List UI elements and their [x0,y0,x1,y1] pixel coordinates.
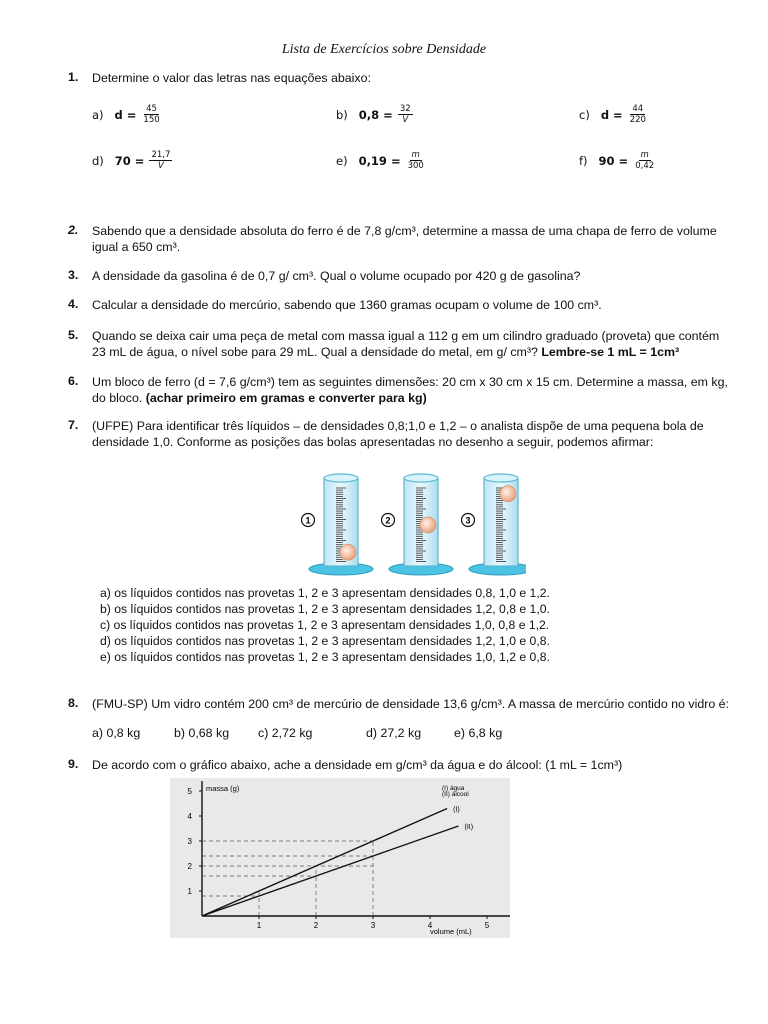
q9-number: 9. [68,757,79,771]
equation-lhs: 0,19 = [358,153,401,168]
denominator: V [158,161,164,171]
q5-number: 5. [68,328,79,342]
chart-background [170,778,510,938]
denominator: 300 [407,161,424,171]
q9-text: De acordo com o gráfico abaixo, ache a densidade em g/cm³ da água e do álcool: (1 mL = 1cm³) [92,758,623,772]
fraction [406,150,426,171]
q7-option: d) os líquidos contidos nas provetas 1, 2 e 3 apresentam densidades 1,2, 1,0 e 0,8. [100,634,550,648]
y-tick-label: 1 [187,887,192,896]
equation-label: e) [336,153,348,168]
q1-number: 1. [68,70,79,84]
q5-bold-note: Lembre-se 1 mL = 1cm³ [541,345,680,359]
cylinder-3 [462,474,527,575]
q8-option: d) 27,2 kg [366,726,422,740]
equation-lhs: 70 = [114,153,145,168]
denominator: 0,42 [635,161,655,171]
ball [420,517,436,533]
equation-e [336,150,426,171]
x-tick-label: 3 [370,921,376,930]
q7-text: (UFPE) Para identificar três líquidos – de densidades 0,8;1,0 e 1,2 – o analista dispõe de uma pequena bola de densidade 1,0. Conforme as posições das bolas apresentadas no desenho a seguir, podemos afirmar: [92,419,704,449]
equation-label: a) [92,107,104,122]
q8-option: b) 0,68 kg [174,726,230,740]
x-axis-label: volume (mL) [430,927,472,936]
q7-option: e) os líquidos contidos nas provetas 1, 2 e 3 apresentam densidades 1,0, 1,2 e 0,8. [100,650,550,664]
q3-text: A densidade da gasolina é de 0,7 g/ cm³. Qual o volume ocupado por 420 g de gasolina? [92,269,581,283]
equation-label: b) [336,107,348,122]
cylinder-rim [404,474,438,482]
equation-label: d) [92,153,104,168]
q8-option: a) 0,8 kg [92,726,141,740]
cylinder-1 [302,474,374,575]
q8-number: 8. [68,696,79,710]
equation-c [579,104,648,125]
y-tick-label: 2 [187,862,192,871]
x-tick-label: 1 [256,921,262,930]
legend-entry: (II) álcool [442,791,469,798]
q7-option: a) os líquidos contidos nas provetas 1, 2 e 3 apresentam densidades 0,8, 1,0 e 1,2. [100,586,550,600]
equation-lhs: d = [114,107,137,122]
legend-entry: (I) água [442,785,465,792]
equation-lhs: 90 = [598,153,629,168]
q7-number: 7. [68,418,79,432]
denominator: 150 [143,115,160,125]
q5-paragraph [92,328,732,360]
equation-f [579,150,656,171]
series-label: (I) [453,806,460,814]
graduated-cylinders-figure [296,468,526,580]
mass-volume-chart [170,778,510,938]
cylinder-rim [484,474,518,482]
cylinder-number: 3 [465,515,471,526]
q7-option: b) os líquidos contidos nas provetas 1, 2 e 3 apresentam densidades 1,2, 0,8 e 1,0. [100,602,550,616]
x-tick-label: 2 [313,921,319,930]
fraction [633,150,656,171]
q6-bold-note: (achar primeiro em gramas e converter para kg) [145,391,427,405]
q5-text: Quando se deixa cair uma peça de metal com massa igual a 112 g em um cilindro graduado (proveta) que contém 23 mL de água, o nível sobe para 29 mL. Qual a densidade do metal, em g/ cm³? [92,329,720,359]
numerator: 45 [146,104,157,114]
ball [340,544,356,560]
numerator: 32 [399,104,411,114]
q4-text: Calcular a densidade do mercúrio, sabendo que 1360 gramas ocupam o volume de 100 cm³. [92,298,602,312]
ball [500,486,516,502]
q8-option: c) 2,72 kg [258,726,313,740]
numerator: m [640,150,649,160]
numerator: 44 [632,104,644,114]
denominator: 220 [629,115,646,125]
q6-number: 6. [68,374,79,388]
x-tick-label: 5 [484,921,490,930]
fraction [628,104,648,125]
y-tick-label: 3 [187,837,192,846]
y-axis-label: massa (g) [206,784,240,793]
numerator: 21,7 [151,150,171,160]
q6-text: Um bloco de ferro (d = 7,6 g/cm³) tem as seguintes dimensões: 20 cm x 30 cm x 15 cm. Determine a massa, em kg, do bloco. [92,375,728,405]
fraction [141,104,161,125]
equation-d [92,150,172,171]
q3-number: 3. [68,268,79,282]
y-tick-label: 4 [187,812,192,821]
equation-lhs: 0,8 = [358,107,393,122]
equation-label: f) [579,153,588,168]
y-tick-label: 5 [187,787,192,796]
cylinder-number: 1 [305,515,311,526]
series-label: (II) [464,824,474,831]
page-title: Lista de Exercícios sobre Densidade [281,42,487,57]
q2-text: Sabendo que a densidade absoluta do ferro é de 7,8 g/cm³, determine a massa de uma chapa de ferro de volume igual a 650 cm³. [92,224,717,254]
q6-paragraph [92,374,732,406]
equation-a [92,104,162,125]
cylinder-number: 2 [385,515,391,526]
numerator: m [411,150,420,160]
q1-text: Determine o valor das letras nas equações abaixo: [92,71,371,85]
q8-text: (FMU-SP) Um vidro contém 200 cm³ de mercúrio de densidade 13,6 g/cm³. A massa de mercúrio contido no vidro é: [92,697,730,711]
cylinder-rim [324,474,358,482]
q7-option: c) os líquidos contidos nas provetas 1, 2 e 3 apresentam densidades 1,0, 0,8 e 1,2. [100,618,550,632]
cylinder-2 [382,474,454,575]
fraction [398,104,413,125]
q4-number: 4. [68,297,79,311]
denominator: V [402,115,409,125]
fraction [149,150,172,171]
q2-number: 2. [68,223,79,237]
equation-label: c) [579,107,590,122]
equation-lhs: d = [600,107,623,122]
equation-b [336,104,413,125]
q8-option: e) 6,8 kg [454,726,503,740]
x-tick-label: 4 [427,921,433,930]
